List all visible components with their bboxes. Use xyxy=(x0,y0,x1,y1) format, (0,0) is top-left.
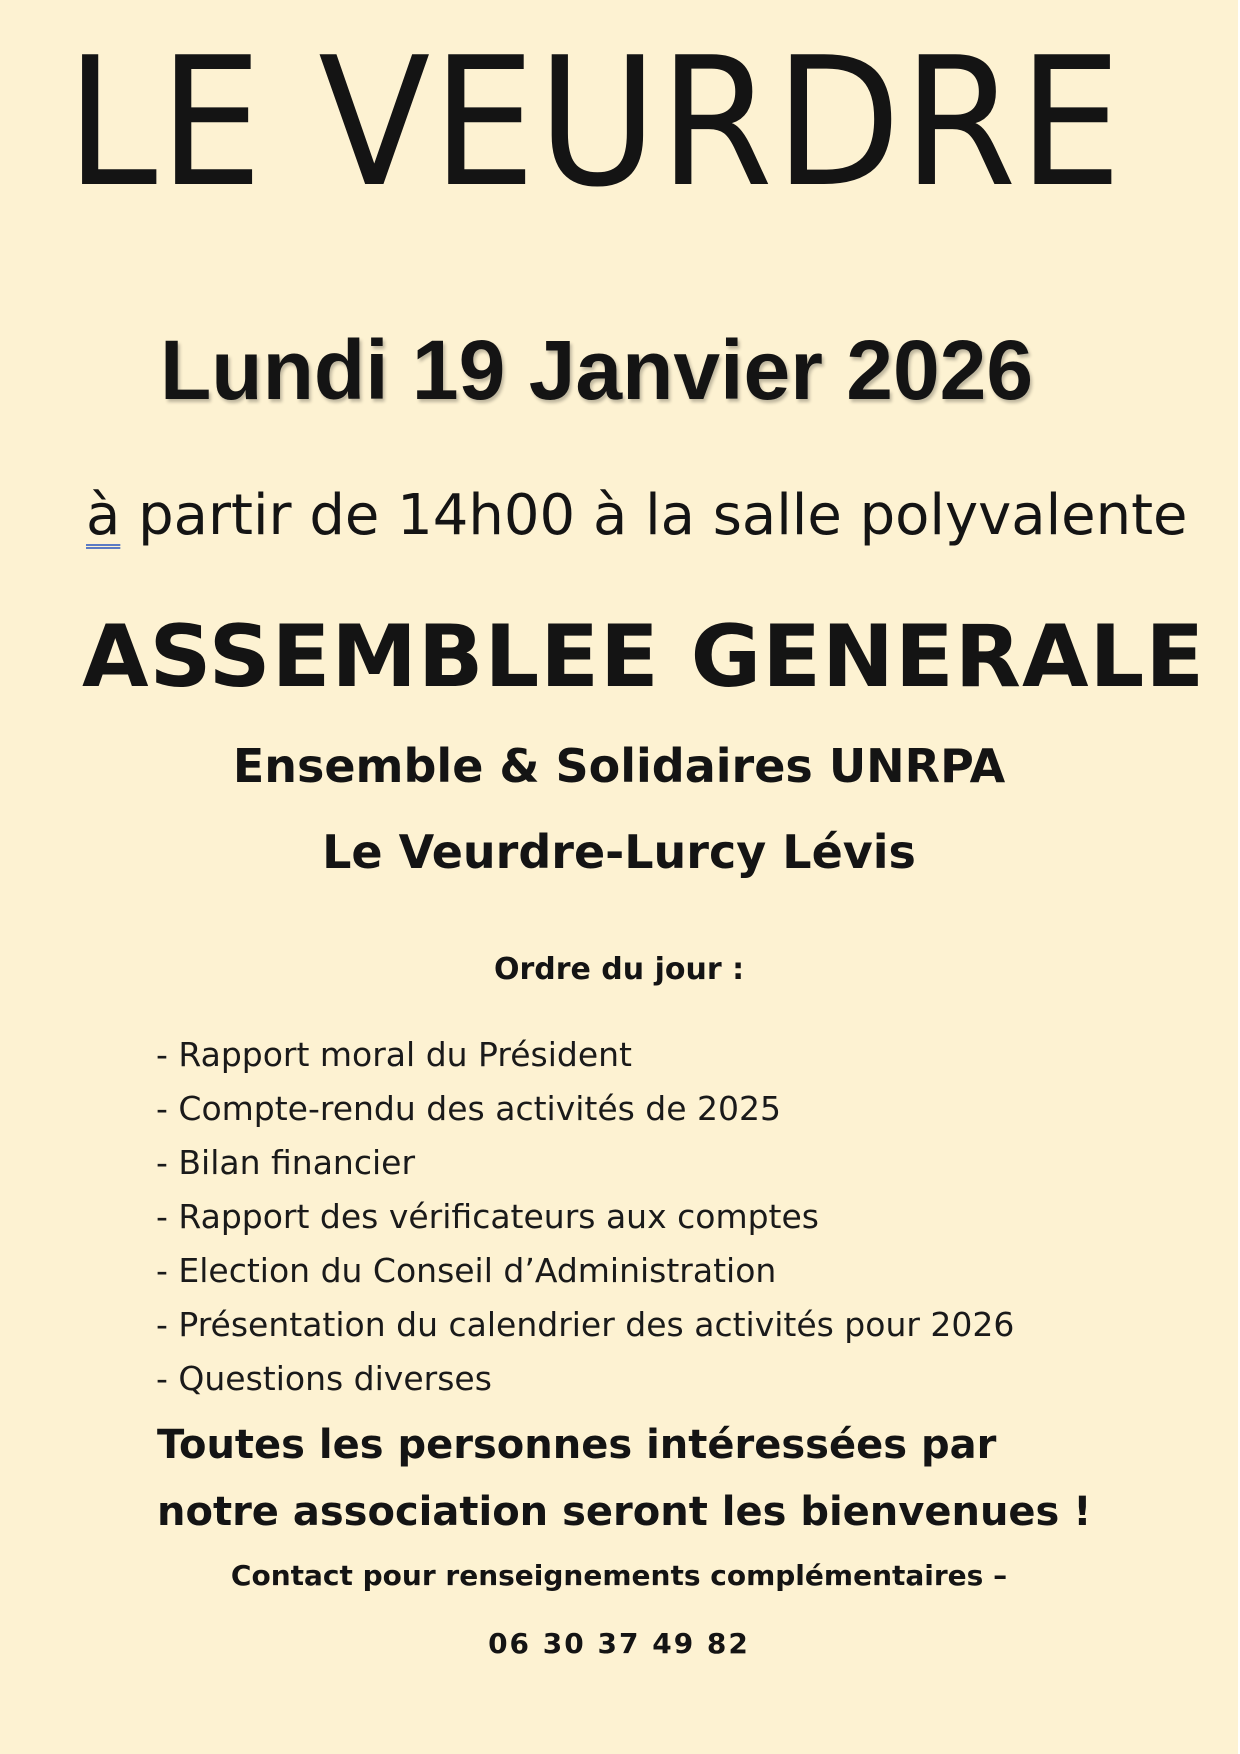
agenda-list xyxy=(156,1028,1014,1406)
contact-phone: 06 30 37 49 82 xyxy=(488,1627,750,1660)
agenda-item: - Questions diverses xyxy=(156,1359,492,1398)
agenda-item: - Présentation du calendrier des activités pour 2026 xyxy=(156,1305,1015,1344)
event-title: ASSEMBLEE GENERALE xyxy=(82,607,1206,707)
time-line-prefix: à xyxy=(86,483,121,548)
agenda-item: - Rapport des vérificateurs aux comptes xyxy=(156,1197,819,1236)
welcome-line-2: notre association seront les bienvenues ! xyxy=(157,1489,1092,1535)
agenda-item: - Election du Conseil d’Administration xyxy=(156,1251,777,1290)
agenda-title: Ordre du jour : xyxy=(493,952,745,987)
welcome-message xyxy=(157,1412,1157,1546)
association-name: Ensemble & Solidaires UNRPA xyxy=(232,739,1006,793)
town-title: LE VEURDRE xyxy=(66,19,1124,226)
association-place: Le Veurdre-Lurcy Lévis xyxy=(322,825,916,879)
agenda-item: - Bilan financier xyxy=(156,1143,416,1182)
welcome-line-1: Toutes les personnes intéressées par xyxy=(157,1422,997,1468)
event-time-location xyxy=(86,483,1188,548)
time-line-rest: partir de 14h00 à la salle polyvalente xyxy=(120,483,1188,548)
event-date: Lundi 19 Janvier 2026 xyxy=(160,323,1034,417)
agenda-item: - Rapport moral du Président xyxy=(156,1035,632,1074)
agenda-item: - Compte-rendu des activités de 2025 xyxy=(156,1089,782,1128)
contact-label: Contact pour renseignements complémentaires – xyxy=(230,1559,1008,1592)
